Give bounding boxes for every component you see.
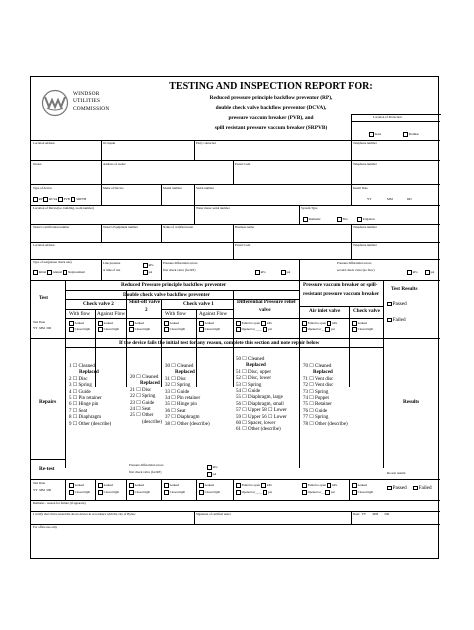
- retest-sov2-leaked[interactable]: [129, 483, 144, 488]
- repair-replaced-label: Replaced: [175, 370, 195, 376]
- date-label: Date:: [353, 512, 360, 516]
- initial-option: Initial: [38, 270, 47, 275]
- repair-item[interactable]: 53 ☐ Spring: [236, 382, 262, 388]
- line-pressure-psi[interactable]: [143, 270, 152, 275]
- pvb-grid-header-1: Pressure vaccum breaker or spill-: [303, 282, 378, 288]
- certify-statement: I certify that I have tested the above device in accordance with the city of Bylaw: [33, 512, 136, 516]
- test-dd: DD: [46, 326, 52, 330]
- line-pressure-label: Line pressure: [103, 261, 121, 265]
- check-valve-1-header: Check valve 1: [183, 301, 214, 307]
- owner-telephone-field[interactable]: Telephone number: [353, 162, 377, 166]
- logo-text: [73, 91, 109, 113]
- repair-item[interactable]: 3 ☐ Spring: [69, 383, 92, 389]
- cv1-with-leaked[interactable]: [164, 321, 179, 326]
- leaked-label: Leaked: [74, 321, 84, 326]
- passed-label: Passed: [392, 485, 407, 491]
- install-yy: YY: [367, 197, 372, 201]
- pvb-option: PVB: [63, 197, 70, 202]
- failed-label: Failed: [418, 485, 432, 491]
- psi-unit: psi: [148, 270, 153, 275]
- shut-off-valve-2-header: 2: [145, 307, 148, 313]
- opened-at-label: Opened at: [241, 327, 255, 332]
- retest-check-leaked[interactable]: [352, 483, 367, 488]
- leaked-label: Leaked: [103, 483, 113, 488]
- srpvb-option: SRPVB: [76, 197, 87, 202]
- repair-item[interactable]: 2 ☐ Disc: [69, 376, 88, 382]
- cv2-against-closed[interactable]: [98, 327, 119, 332]
- logo-line-1: WINDSOR: [73, 91, 100, 97]
- retest-cv2-against-leaked[interactable]: [98, 483, 113, 488]
- psi-unit-3: psi: [430, 270, 435, 275]
- tester-equipment-field[interactable]: Tester's Equipment number: [103, 225, 138, 229]
- repair-item[interactable]: 57 ☐ Upper 58 ☐ Lower: [236, 408, 287, 414]
- telephone-number-field[interactable]: Telephone number: [353, 141, 377, 145]
- zone-checkbox[interactable]: [369, 132, 381, 137]
- repair-col-relief[interactable]: [236, 357, 287, 434]
- retest-date-ymd[interactable]: [33, 489, 51, 493]
- make-of-device-field[interactable]: Make of Device: [103, 186, 124, 190]
- install-dd: DD: [407, 197, 412, 201]
- premise-checkbox[interactable]: [403, 132, 419, 137]
- closed-tight-label: Closed tight: [134, 327, 151, 332]
- business-name-field[interactable]: Business name: [235, 225, 255, 229]
- retest-cv2-against-closed[interactable]: [98, 490, 119, 495]
- relief-opened-at[interactable]: Opened at ____ psi: [236, 327, 272, 332]
- repair-item[interactable]: 5 ☐ Pin retainer: [69, 395, 102, 401]
- leaked-label: Leaked: [204, 483, 214, 488]
- repair-item[interactable]: 73 ☐ Spring: [303, 389, 329, 395]
- retest-cv1-with-leaked[interactable]: [164, 483, 179, 488]
- cv1-against-leaked[interactable]: [199, 321, 214, 326]
- failed-to-open-label: Failed to open: [241, 321, 260, 326]
- water-meter-field[interactable]: Water meter serial number: [196, 206, 230, 210]
- kpa-unit-retest: kPa: [212, 465, 218, 470]
- psi-label: psi: [330, 490, 335, 495]
- closed-tight-label: Closed tight: [169, 490, 186, 495]
- repair-item[interactable]: 35 ☐ Hinge pin: [165, 402, 197, 408]
- serial-number-field[interactable]: Serial number: [196, 186, 214, 190]
- repair-item[interactable]: 56 ☐ Diaphragm, small: [236, 401, 284, 407]
- repair-item[interactable]: 52 ☐ Disc, lower: [236, 376, 272, 382]
- repair-item: (describe): [142, 419, 162, 425]
- retest-check-valve-label: first check valve (for RP): [129, 470, 162, 474]
- dc-grid-header: Double check valve backflow preventer: [123, 292, 210, 298]
- retest-heading: Re-test: [39, 466, 55, 472]
- retest-cv2-with-leaked[interactable]: [69, 483, 84, 488]
- postal-code-field[interactable]: Postal Code: [235, 162, 251, 166]
- repair-item[interactable]: 50 ☐ Cleaned: [236, 357, 265, 362]
- retest-kpa[interactable]: [207, 465, 217, 470]
- passed-checkbox[interactable]: [387, 301, 407, 307]
- pvb-grid-header-2: resistant pressure vaccum breaker: [303, 291, 380, 297]
- rp-option: RP: [38, 197, 43, 202]
- retest-passed-checkbox[interactable]: [387, 485, 407, 491]
- kpa-unit: kPa: [148, 263, 154, 268]
- windsor-utilities-logo-icon: [41, 89, 69, 117]
- install-date-field[interactable]: Install Date: [353, 186, 368, 190]
- tester-location-address-field[interactable]: Location address: [33, 243, 55, 247]
- kpa-unit-3: kPa: [412, 270, 418, 275]
- repair-item[interactable]: 24 ☐ Seat: [130, 406, 151, 412]
- repair-item[interactable]: 55 ☐ Diaphragm, large: [236, 395, 283, 401]
- failed-to-open-label: Failed to open: [307, 321, 326, 326]
- check-valve-header: Check valve: [353, 308, 380, 314]
- retest-mm: MM: [39, 488, 45, 492]
- kpa-unit-2: kPa: [260, 270, 266, 275]
- repair-item[interactable]: 76 ☐ Guide: [303, 408, 328, 414]
- test-heading: Test: [39, 295, 49, 301]
- repair-item[interactable]: 22 ☐ Spring: [130, 394, 156, 400]
- date-dd: DD: [384, 512, 390, 516]
- repair-item[interactable]: 60 ☐ Spacer, lower: [236, 420, 276, 426]
- retest-sov2-closed[interactable]: [129, 490, 150, 495]
- closed-tight-label: Closed tight: [204, 490, 221, 495]
- retest-yy: YY: [33, 488, 38, 492]
- with-flow-header-cv1: With flow: [165, 311, 186, 317]
- repair-replaced-label: Replaced: [140, 381, 160, 387]
- device-type-checkboxes[interactable]: [33, 197, 86, 202]
- repair-item[interactable]: 8 ☐ Diaphragm: [69, 415, 101, 421]
- with-flow-header-cv2: With flow: [69, 311, 90, 317]
- owner-field[interactable]: Owner: [33, 162, 42, 166]
- retest-relief-opened-at[interactable]: Opened at ____ psi: [236, 490, 272, 495]
- failed-to-open-label: Failed to open: [307, 483, 326, 488]
- passed-label: Passed: [392, 301, 407, 307]
- cv2-with-closed[interactable]: [69, 327, 90, 332]
- kpa-label: kPa: [332, 483, 338, 488]
- second-check-kpa[interactable]: [407, 270, 417, 275]
- leaked-label: Leaked: [169, 321, 179, 326]
- repair-replaced-label: Replaced: [313, 370, 333, 376]
- repair-item[interactable]: 78 ☐ Other (describe): [303, 421, 348, 427]
- install-mm: MM: [387, 197, 393, 201]
- diff-relief-header: Differential Pressure relief: [237, 299, 296, 305]
- retest-psi[interactable]: [207, 472, 216, 477]
- date-field[interactable]: [353, 513, 389, 517]
- zone-label: Zone: [374, 132, 382, 137]
- leaked-label: Leaked: [204, 321, 214, 326]
- closed-tight-label: Closed tight: [357, 327, 374, 332]
- retest-dd: DD: [46, 488, 52, 492]
- domestic-checkbox[interactable]: [303, 217, 321, 222]
- leaked-label: Leaked: [134, 483, 144, 488]
- test-date-ymd[interactable]: [33, 327, 51, 331]
- cv2-against-leaked[interactable]: [98, 321, 113, 326]
- psi-unit-2: psi: [286, 270, 291, 275]
- tester-cert-field[interactable]: Tester's certification number: [33, 225, 70, 229]
- leaked-label: Leaked: [103, 321, 113, 326]
- office-use-field: For office use only: [33, 525, 58, 529]
- retest-cv1-against-leaked[interactable]: [199, 483, 214, 488]
- opened-at-label: Opened at: [307, 490, 321, 495]
- subtitle-pvb: pressure vaccum breaker (PVB), and: [228, 115, 314, 121]
- party-contacted-field[interactable]: Party contacted: [196, 141, 216, 145]
- repair-item[interactable]: 20 ☐ Cleaned: [130, 375, 159, 380]
- repair-item[interactable]: 54 ☐ Guide: [236, 388, 261, 394]
- psi-label: psi: [268, 490, 272, 495]
- kpa-label: kPa: [267, 321, 272, 326]
- failure-notice: If the device fails the initial test for any reason, complete this section and note repair below: [119, 340, 320, 346]
- leaked-label: Leaked: [169, 483, 179, 488]
- pressure-diff-label: Pressure differential across: [163, 261, 198, 265]
- repair-item[interactable]: 23 ☐ Guide: [130, 400, 155, 406]
- closed-tight-label: Closed tight: [134, 490, 151, 495]
- remarks-field[interactable]: Remarks - reason for failure (if apparent): [33, 501, 86, 505]
- closed-tight-label: Closed tight: [74, 490, 91, 495]
- shut-off-valve-header: Shut-off valve: [129, 299, 160, 305]
- replacement-option: Replacement: [68, 270, 86, 275]
- repair-item[interactable]: 21 ☐ Disc: [130, 387, 152, 393]
- psi-unit-retest: psi: [212, 472, 217, 477]
- repair-item[interactable]: 33 ☐ Guide: [165, 389, 190, 395]
- system-type-label: System Type: [301, 206, 318, 210]
- date-mm: MM: [372, 512, 379, 516]
- valve-header: valve: [259, 307, 271, 313]
- location-of-device-field[interactable]: Location of Device(i.e. building, room number): [33, 206, 94, 210]
- owner-address-field[interactable]: Address of owner: [103, 162, 126, 166]
- failed-checkbox[interactable]: [387, 317, 406, 323]
- kpa-label: kPa: [332, 321, 338, 326]
- repair-item[interactable]: 38 ☐ Other (describe): [165, 421, 210, 427]
- model-number-field[interactable]: Model number: [163, 186, 182, 190]
- repair-item[interactable]: 75 ☐ Retainer: [303, 402, 332, 408]
- retest-failed-checkbox[interactable]: [413, 485, 432, 491]
- repair-item[interactable]: 7 ☐ Seat: [69, 408, 88, 414]
- leaked-label: Leaked: [357, 321, 367, 326]
- date-yy: YY: [361, 512, 367, 516]
- opened-at-label: Opened at: [307, 327, 321, 332]
- closed-tight-label: Closed tight: [74, 327, 91, 332]
- repair-item[interactable]: 6 ☐ Hinge pin: [69, 402, 99, 408]
- first-check-label: first check valve (for RP): [163, 268, 196, 272]
- tester-telephone-field[interactable]: Telephone number: [353, 225, 377, 229]
- repair-item[interactable]: 4 ☐ Guide: [69, 389, 91, 395]
- failed-to-open-label: Failed to open: [241, 483, 260, 488]
- repair-item[interactable]: 37 ☐ Diaphragm: [165, 415, 200, 421]
- retest-air-inlet-failed-open[interactable]: [302, 483, 337, 488]
- repair-item[interactable]: 72 ☐ Vent disc: [303, 383, 334, 389]
- repair-item[interactable]: 77 ☐ Spring: [303, 415, 329, 421]
- psi-label: psi: [330, 327, 335, 332]
- repair-item[interactable]: 74 ☐ Poppet: [303, 395, 329, 401]
- at-time-of-test-label: at time of test: [103, 268, 121, 272]
- first-check-kpa[interactable]: [255, 270, 265, 275]
- leaked-label: Leaked: [357, 483, 367, 488]
- retest-check-closed[interactable]: [352, 490, 373, 495]
- leaked-label: Leaked: [74, 483, 84, 488]
- line-pressure-kpa[interactable]: [143, 263, 153, 268]
- air-inlet-failed-open[interactable]: [302, 321, 337, 326]
- repair-col-pvb[interactable]: [303, 364, 348, 428]
- subtitle-rp: Reduced pressure principle backflow preventor (RP),: [209, 95, 333, 101]
- second-check-label: second check valve (no flow): [337, 268, 375, 272]
- results-heading: Results: [403, 399, 420, 405]
- retest-relief-failed-open[interactable]: [236, 483, 272, 488]
- sov2-leaked[interactable]: [129, 321, 144, 326]
- irrigation-checkbox[interactable]: [357, 217, 375, 222]
- location-address-field[interactable]: Location address: [33, 141, 55, 145]
- certified-tester-name-field[interactable]: Name of certified tester: [163, 225, 194, 229]
- test-date-label: Test Date: [33, 320, 46, 324]
- repair-col-cv1[interactable]: [165, 364, 210, 428]
- psi-label: psi: [268, 327, 272, 332]
- repair-item[interactable]: 1 ☐ Cleaned: [69, 364, 95, 369]
- relief-failed-open[interactable]: [236, 321, 272, 326]
- kpa-label: kPa: [267, 483, 272, 488]
- repair-item[interactable]: 61 ☐ Other (describe): [236, 427, 281, 433]
- inspection-report-form: [30, 76, 439, 559]
- cv1-against-closed[interactable]: [199, 327, 220, 332]
- check-valve-closed[interactable]: [352, 327, 373, 332]
- tester-postal-code-field[interactable]: Postal Code: [235, 243, 251, 247]
- type-of-device-label: Type of device: [33, 186, 52, 190]
- check-valve-2-header: Check valve 2: [83, 301, 114, 307]
- rp-grid-header: Reduced Pressure principle backflow preventer: [121, 282, 227, 288]
- repair-item[interactable]: 59 ☐ Upper 56 ☐ Lower: [236, 414, 287, 420]
- location-of-protection-label: Location of Protection: [373, 115, 402, 119]
- retest-cv1-against-closed[interactable]: [199, 490, 220, 495]
- domestic-label: Domestic: [308, 217, 321, 222]
- retest-cv2-with-closed[interactable]: [69, 490, 90, 495]
- repair-item[interactable]: 9 ☐ Other (describe): [69, 421, 112, 427]
- annual-option: Annual: [52, 270, 62, 275]
- against-flow-header-cv1: Against Flow: [199, 311, 228, 317]
- retest-air-inlet-opened-at[interactable]: Opened at __ psi: [302, 490, 335, 495]
- test-type-checkboxes[interactable]: [33, 270, 85, 275]
- failed-label: Failed: [392, 317, 406, 323]
- occupant-field[interactable]: Occupant: [103, 141, 116, 145]
- closed-tight-label: Closed tight: [169, 327, 186, 332]
- cv2-with-leaked[interactable]: [69, 321, 84, 326]
- closed-tight-label: Closed tight: [103, 490, 120, 495]
- retest-pressure-diff-label: Pressure differential across: [129, 463, 164, 467]
- closed-tight-label: Closed tight: [357, 490, 374, 495]
- dcva-option: DCVA: [48, 197, 58, 202]
- repair-col-cv2[interactable]: [69, 364, 111, 428]
- first-check-psi[interactable]: [281, 270, 290, 275]
- repair-item[interactable]: 51 ☐ Disc, upper: [236, 369, 272, 375]
- test-yy: YY: [33, 326, 38, 330]
- repair-item[interactable]: 31 ☐ Disc: [165, 376, 187, 382]
- repair-item[interactable]: 71 ☐ Vent disc: [303, 376, 334, 382]
- repair-item[interactable]: 70 ☐ Cleaned: [303, 364, 332, 369]
- subtitle-dcva: double check valve backflow preventor (DCVA),: [215, 105, 327, 111]
- test-results-header: Test Results: [391, 286, 418, 292]
- test-mm: MM: [39, 326, 45, 330]
- fire-label: Fire: [342, 217, 348, 222]
- repair-item[interactable]: 30 ☐ Cleaned: [165, 364, 194, 369]
- closed-tight-label: Closed tight: [204, 327, 221, 332]
- repair-item[interactable]: 32 ☐ Spring: [165, 383, 191, 389]
- repair-replaced-label: Replaced: [79, 370, 99, 376]
- repair-item[interactable]: 36 ☐ Seat: [165, 408, 186, 414]
- closed-tight-label: Closed tight: [103, 327, 120, 332]
- opened-at-label: Opened at: [241, 490, 255, 495]
- page-title: TESTING AND INSPECTION REPORT FOR:: [169, 81, 373, 92]
- repair-item[interactable]: 34 ☐ Pin retainer: [165, 395, 201, 401]
- air-inlet-header: Air inlet valve: [309, 308, 341, 314]
- sov2-closed[interactable]: [129, 327, 150, 332]
- retest-results-label: Re-test results:: [387, 471, 407, 475]
- logo-line-3: COMMISSION: [73, 105, 110, 112]
- fax-field[interactable]: Telephone number: [353, 243, 377, 247]
- second-check-diff-label: Pressure differential across: [337, 261, 372, 265]
- repairs-heading: Repairs: [39, 399, 57, 405]
- retest-date-label: Test Date: [33, 481, 46, 485]
- signature-field[interactable]: Signature of certified tester: [196, 512, 231, 516]
- type-of-test-label: Type of test(please check one): [33, 260, 72, 264]
- logo-line-2: UTILITIES: [73, 98, 101, 105]
- retest-cv1-with-closed[interactable]: [164, 490, 185, 495]
- second-check-psi[interactable]: [425, 270, 434, 275]
- repair-item[interactable]: 25 ☐ Other: [130, 413, 154, 419]
- cv1-with-closed[interactable]: [164, 327, 185, 332]
- against-flow-header-cv2: Against Flow: [97, 311, 126, 317]
- subtitle-srpvb: spill resistant pressure vaccum breaker (SRPVB): [214, 125, 328, 131]
- repair-col-sov2[interactable]: [130, 375, 162, 426]
- premise-label: Premise: [408, 132, 419, 137]
- fire-checkbox[interactable]: [337, 217, 348, 222]
- irrigation-label: Irrigation: [362, 217, 375, 222]
- leaked-label: Leaked: [134, 321, 144, 326]
- air-inlet-opened-at[interactable]: Opened at __ psi: [302, 327, 335, 332]
- repair-replaced-label: Replaced: [246, 363, 266, 369]
- check-valve-leaked[interactable]: [352, 321, 367, 326]
